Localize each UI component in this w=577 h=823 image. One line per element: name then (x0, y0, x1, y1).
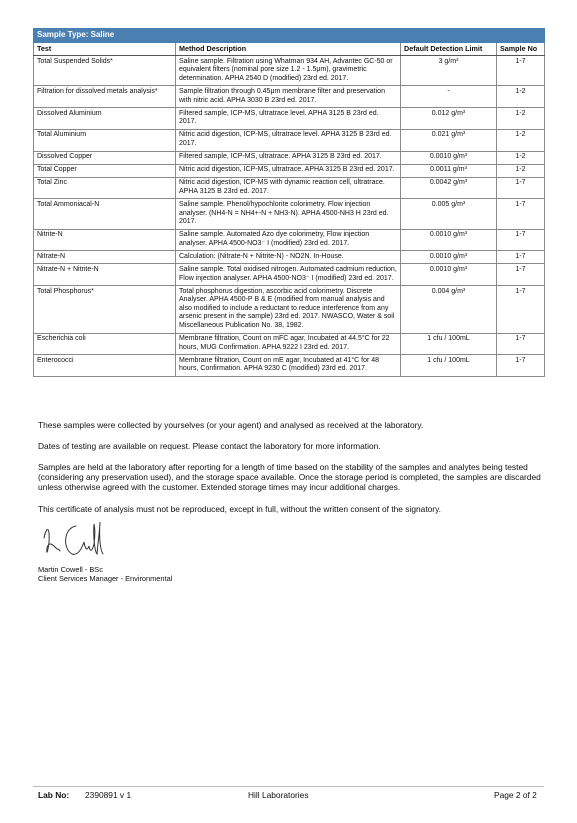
footer-divider (33, 786, 544, 787)
sample-no: 1-7 (497, 264, 545, 286)
column-header-method: Method Description (176, 42, 401, 56)
detection-limit: 0.005 g/m³ (401, 199, 497, 229)
method-description: Calculation: (Nitrate-N + Nitrite-N) - NO2N. In-House. (176, 251, 401, 264)
sample-no: 1-7 (497, 177, 545, 199)
sample-type-label: Sample Type: Saline (34, 29, 545, 43)
table-row (34, 355, 545, 377)
method-description: Membrane filtration, Count on mE agar, Incubated at 41°C for 48 hours, Confirmation. APHA 9230 C (modified) 23rd ed. 2017. (176, 355, 401, 377)
method-description: Nitric acid digestion, ICP-MS, ultratrace level. APHA 3125 B 23rd ed. 2017. (176, 129, 401, 151)
method-description: Membrane filtration, Count on mFC agar, Incubated at 44.5°C for 22 hours, MUG Confirmation. APHA 9222 I 23rd ed. 2017. (176, 333, 401, 355)
detection-limit: 0.004 g/m³ (401, 286, 497, 333)
test-name: Enterococci (34, 355, 176, 377)
test-name: Nitrate-N + Nitrite-N (34, 264, 176, 286)
note-dates: Dates of testing are available on request. Please contact the laboratory for more information. (38, 441, 381, 451)
sample-no: 1-7 (497, 229, 545, 251)
sample-no: 1-7 (497, 333, 545, 355)
table-row (34, 129, 545, 151)
column-header-limit: Default Detection Limit (401, 42, 497, 56)
sample-no: 1-2 (497, 164, 545, 177)
signature-image (40, 518, 120, 560)
sample-no: 1-2 (497, 86, 545, 108)
detection-limit: 0.0010 g/m³ (401, 264, 497, 286)
method-description: Filtered sample, ICP-MS, ultratrace level. APHA 3125 B 23rd ed. 2017. (176, 108, 401, 130)
table-row (34, 264, 545, 286)
test-name: Escherichia coli (34, 333, 176, 355)
note-reproduction: This certificate of analysis must not be reproduced, except in full, without the written consent of the signatory. (38, 504, 441, 514)
sample-no: 1-7 (497, 355, 545, 377)
detection-limit: 1 cfu / 100mL (401, 355, 497, 377)
method-description: Saline sample. Total oxidised nitrogen. Automated cadmium reduction, Flow injection analyser. APHA 4500-NO3⁻ I (modified) 23rd ed. 2017. (176, 264, 401, 286)
test-name: Total Suspended Solids* (34, 56, 176, 86)
table-row (34, 56, 545, 86)
table-row (34, 86, 545, 108)
detection-limit: - (401, 86, 497, 108)
sample-no: 1-2 (497, 108, 545, 130)
detection-limit: 0.0010 g/m³ (401, 151, 497, 164)
table-row (34, 251, 545, 264)
method-description: Saline sample. Automated Azo dye colorimetry, Flow injection analyser. APHA 4500-NO3⁻ I (modified) 23rd ed. 2017. (176, 229, 401, 251)
detection-limit: 1 cfu / 100mL (401, 333, 497, 355)
column-header-sample: Sample No (497, 42, 545, 56)
detection-limit: 0.021 g/m³ (401, 129, 497, 151)
sample-type-row (34, 29, 545, 43)
test-name: Total Aluminium (34, 129, 176, 151)
test-name: Filtration for dissolved metals analysis* (34, 86, 176, 108)
note-storage: Samples are held at the laboratory after reporting for a length of time based on the stability of the samples and analytes being tested (considering any preservation used), and the storage space available. Once the storage period is completed, the samples are discarded unless otherwise agreed with the customer. Extended storage times may incur additional charges. (38, 462, 541, 492)
method-description: Saline sample. Phenol/hypochlorite colorimetry. Flow injection analyser. (NH4-N = NH4+-N + NH3-N). APHA 4500-NH3 H 23rd ed. 2017. (176, 199, 401, 229)
table-row (34, 333, 545, 355)
table-header-row (34, 42, 545, 56)
sample-no: 1-7 (497, 251, 545, 264)
sample-no: 1-7 (497, 56, 545, 86)
method-description: Nitric acid digestion, ICP-MS, ultratrace. APHA 3125 B 23rd ed. 2017. (176, 164, 401, 177)
table-row (34, 108, 545, 130)
table-row (34, 199, 545, 229)
lab-number: 2390891 v 1 (85, 790, 132, 800)
detection-limit: 0.012 g/m³ (401, 108, 497, 130)
test-name: Nitrite-N (34, 229, 176, 251)
sample-no: 1-2 (497, 151, 545, 164)
column-header-test: Test (34, 42, 176, 56)
table-row (34, 229, 545, 251)
page-number: Page 2 of 2 (494, 790, 537, 800)
test-name: Total Ammoniacal-N (34, 199, 176, 229)
test-name: Dissolved Copper (34, 151, 176, 164)
methods-table (33, 28, 545, 377)
method-description: Total phosphorus digestion, ascorbic acid colorimetry. Discrete Analyser. APHA 4500-P B & E (modified from manual analysis and also modified to include a reductant to reduce interference from any arsenic present in the sample) 23rd ed. 2017. NWASCO, Water & soil Miscellaneous Publication No. 38, 1982. (176, 286, 401, 333)
method-description: Nitric acid digestion, ICP-MS with dynamic reaction cell, ultratrace. APHA 3125 B 23rd ed. 2017. (176, 177, 401, 199)
table-row (34, 286, 545, 333)
detection-limit: 0.0042 g/m³ (401, 177, 497, 199)
lab-number-label: Lab No: (38, 790, 70, 800)
test-name: Nitrate-N (34, 251, 176, 264)
sample-no: 1-2 (497, 129, 545, 151)
signatory-role: Client Services Manager - Environmental (38, 574, 173, 583)
method-description: Filtered sample, ICP-MS, ultratrace. APHA 3125 B 23rd ed. 2017. (176, 151, 401, 164)
laboratory-name: Hill Laboratories (248, 790, 309, 800)
table-row (34, 151, 545, 164)
note-collection: These samples were collected by yourselves (or your agent) and analysed as received at the laboratory. (38, 420, 424, 430)
detection-limit: 0.0010 g/m³ (401, 251, 497, 264)
table-row (34, 164, 545, 177)
detection-limit: 0.0010 g/m³ (401, 229, 497, 251)
test-name: Total Copper (34, 164, 176, 177)
signatory-name: Martin Cowell - BSc (38, 565, 103, 574)
method-description: Sample filtration through 0.45μm membrane filter and preservation with nitric acid. APHA 3030 B 23rd ed. 2017. (176, 86, 401, 108)
sample-no: 1-7 (497, 286, 545, 333)
detection-limit: 3 g/m³ (401, 56, 497, 86)
test-name: Dissolved Aluminium (34, 108, 176, 130)
detection-limit: 0.0011 g/m³ (401, 164, 497, 177)
test-name: Total Zinc (34, 177, 176, 199)
test-name: Total Phosphorus* (34, 286, 176, 333)
method-description: Saline sample. Filtration using Whatman 934 AH, Advantec GC-50 or equivalent filters (nominal pore size 1.2 - 1.5μm), gravimetric determination. APHA 2540 D (modified) 23rd ed. 2017. (176, 56, 401, 86)
sample-no: 1-7 (497, 199, 545, 229)
table-row (34, 177, 545, 199)
